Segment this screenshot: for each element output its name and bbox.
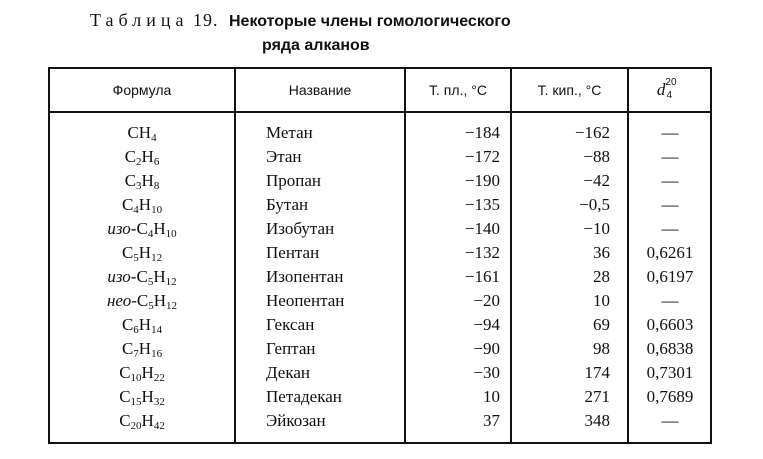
formula-element: H xyxy=(153,291,167,310)
table-row xyxy=(50,337,710,360)
formula-subscript: 2 xyxy=(136,156,142,168)
formula-cell xyxy=(50,217,234,240)
name-cell: Бутан xyxy=(266,195,309,214)
density-cell: 0,7689 xyxy=(646,387,694,406)
boiling-point-cell: 10 xyxy=(593,291,610,310)
density-cell: 0,6261 xyxy=(646,243,694,262)
formula-subscript: 7 xyxy=(133,348,139,360)
formula-subscript: 5 xyxy=(148,300,154,312)
table-row xyxy=(50,241,710,264)
name-cell: Петадекан xyxy=(266,387,342,406)
boiling-point-cell: 98 xyxy=(593,339,610,358)
isomer-prefix: изо- xyxy=(107,219,137,238)
formula-subscript: 3 xyxy=(136,180,142,192)
formula-subscript: 10 xyxy=(151,204,163,216)
formula-cell xyxy=(50,145,234,168)
name-cell: Гексан xyxy=(266,315,315,334)
table-row xyxy=(50,145,710,168)
formula-element: CH xyxy=(127,123,152,142)
boiling-point-cell: 28 xyxy=(593,267,610,286)
header-melting-point: Т. пл., °С xyxy=(429,82,487,98)
density-cell: — xyxy=(661,219,679,238)
melting-point-cell: −190 xyxy=(464,171,500,190)
density-cell: — xyxy=(661,195,679,214)
formula-element: H xyxy=(138,243,152,262)
formula-element: C xyxy=(124,171,137,190)
isomer-prefix: нео- xyxy=(106,291,137,310)
density-subscript: 4 xyxy=(666,89,673,101)
melting-point-cell: −135 xyxy=(464,195,500,214)
table-row xyxy=(50,361,710,384)
formula-cell xyxy=(50,265,234,288)
boiling-point-cell: 69 xyxy=(593,315,610,334)
formula-subscript: 4 xyxy=(133,204,139,216)
density-cell: — xyxy=(661,147,679,166)
formula-subscript: 5 xyxy=(147,276,154,288)
formula-subscript: 6 xyxy=(153,156,160,168)
formula-subscript: 12 xyxy=(166,300,178,312)
formula-element: H xyxy=(141,147,154,166)
header-divider xyxy=(50,111,710,113)
formula-element: H xyxy=(138,339,152,358)
table-row xyxy=(50,289,710,312)
table-row xyxy=(50,265,710,288)
formula-subscript: 4 xyxy=(151,132,157,144)
name-cell: Этан xyxy=(266,147,302,166)
name-cell: Изобутан xyxy=(266,219,335,238)
density-cell: 0,6197 xyxy=(646,267,694,286)
table-caption xyxy=(90,8,730,58)
formula-element: C xyxy=(124,147,137,166)
boiling-point-cell: −42 xyxy=(583,171,610,190)
table-row xyxy=(50,193,710,216)
caption-title-line2: ряда алканов xyxy=(262,37,370,54)
melting-point-cell: −30 xyxy=(473,363,500,382)
melting-point-cell: −90 xyxy=(473,339,500,358)
isomer-prefix: изо- xyxy=(107,267,137,286)
formula-element: C xyxy=(121,243,134,262)
table-row xyxy=(50,169,710,192)
density-cell: 0,6603 xyxy=(646,315,694,334)
formula-subscript: 5 xyxy=(133,252,139,264)
formula-element: H xyxy=(138,195,152,214)
formula-subscript: 8 xyxy=(153,180,160,192)
melting-point-cell: −132 xyxy=(464,243,500,262)
formula-element: C xyxy=(121,195,134,214)
formula-element: C xyxy=(136,267,148,286)
melting-point-cell: 10 xyxy=(483,387,500,406)
melting-point-cell: −172 xyxy=(464,147,500,166)
density-cell: 0,6838 xyxy=(646,339,694,358)
name-cell: Пропан xyxy=(266,171,322,190)
table-row xyxy=(50,121,710,144)
formula-subscript: 12 xyxy=(151,252,163,264)
density-cell: — xyxy=(661,411,679,430)
formula-element: H xyxy=(153,219,166,238)
formula-subscript: 15 xyxy=(130,396,142,408)
formula-subscript: 6 xyxy=(133,324,139,336)
boiling-point-cell: −162 xyxy=(574,123,610,142)
formula-cell xyxy=(50,121,234,144)
name-cell: Неопентан xyxy=(266,291,345,310)
formula-element: H xyxy=(141,387,154,406)
caption-title-line1: Некоторые члены гомологического xyxy=(228,13,511,30)
name-cell: Эйкозан xyxy=(266,411,326,430)
formula-element: H xyxy=(141,363,154,382)
name-cell: Изопентан xyxy=(266,267,344,286)
melting-point-cell: −20 xyxy=(473,291,500,310)
formula-element: C xyxy=(119,363,131,382)
density-cell: 0,7301 xyxy=(646,363,694,382)
formula-subscript: 32 xyxy=(153,396,165,408)
boiling-point-cell: 348 xyxy=(584,411,610,430)
formula-subscript: 22 xyxy=(153,372,165,384)
table-row xyxy=(50,313,710,336)
melting-point-cell: −140 xyxy=(464,219,500,238)
melting-point-cell: 37 xyxy=(483,411,500,430)
formula-cell xyxy=(50,409,234,432)
formula-element: C xyxy=(121,339,134,358)
formula-cell xyxy=(50,289,234,312)
formula-element: C xyxy=(136,219,148,238)
density-superscript: 20 xyxy=(665,76,677,88)
alkanes-table xyxy=(48,67,712,444)
density-cell: — xyxy=(661,123,679,142)
name-cell: Декан xyxy=(266,363,310,382)
header-formula: Формула xyxy=(112,82,172,98)
formula-element: C xyxy=(121,315,134,334)
density-symbol: d xyxy=(656,80,666,99)
melting-point-cell: −184 xyxy=(464,123,500,142)
formula-cell xyxy=(50,361,234,384)
formula-subscript: 16 xyxy=(151,348,163,360)
name-cell: Метан xyxy=(266,123,313,142)
name-cell: Пентан xyxy=(266,243,320,262)
boiling-point-cell: 174 xyxy=(584,363,610,382)
formula-element: H xyxy=(153,267,166,286)
name-cell: Гептан xyxy=(266,339,316,358)
boiling-point-cell: 271 xyxy=(584,387,610,406)
formula-subscript: 10 xyxy=(165,228,177,240)
melting-point-cell: −94 xyxy=(473,315,500,334)
formula-element: H xyxy=(141,411,154,430)
table-row xyxy=(50,409,710,432)
formula-cell xyxy=(50,337,234,360)
formula-subscript: 20 xyxy=(130,420,142,432)
formula-subscript: 10 xyxy=(130,372,142,384)
formula-element: C xyxy=(119,387,131,406)
header-density xyxy=(629,69,710,111)
table-row xyxy=(50,217,710,240)
formula-cell xyxy=(50,313,234,336)
formula-subscript: 12 xyxy=(165,276,177,288)
melting-point-cell: −161 xyxy=(464,267,500,286)
boiling-point-cell: −10 xyxy=(583,219,610,238)
formula-element: H xyxy=(138,315,152,334)
formula-element: C xyxy=(119,411,131,430)
formula-element: H xyxy=(141,171,154,190)
header-boiling-point: Т. кип., °С xyxy=(537,82,602,98)
boiling-point-cell: 36 xyxy=(593,243,610,262)
formula-subscript: 42 xyxy=(153,420,165,432)
density-cell: — xyxy=(661,171,679,190)
formula-subscript: 4 xyxy=(147,228,154,240)
header-name: Название xyxy=(288,82,352,98)
formula-subscript: 14 xyxy=(151,324,163,336)
formula-cell xyxy=(50,193,234,216)
formula-cell xyxy=(50,169,234,192)
formula-cell xyxy=(50,385,234,408)
density-cell: — xyxy=(661,291,679,310)
formula-element: C xyxy=(136,291,149,310)
table-row xyxy=(50,385,710,408)
boiling-point-cell: −0,5 xyxy=(579,195,610,214)
caption-lead: Таблица xyxy=(90,10,189,30)
boiling-point-cell: −88 xyxy=(583,147,610,166)
formula-cell xyxy=(50,241,234,264)
caption-number: 19. xyxy=(192,10,219,30)
